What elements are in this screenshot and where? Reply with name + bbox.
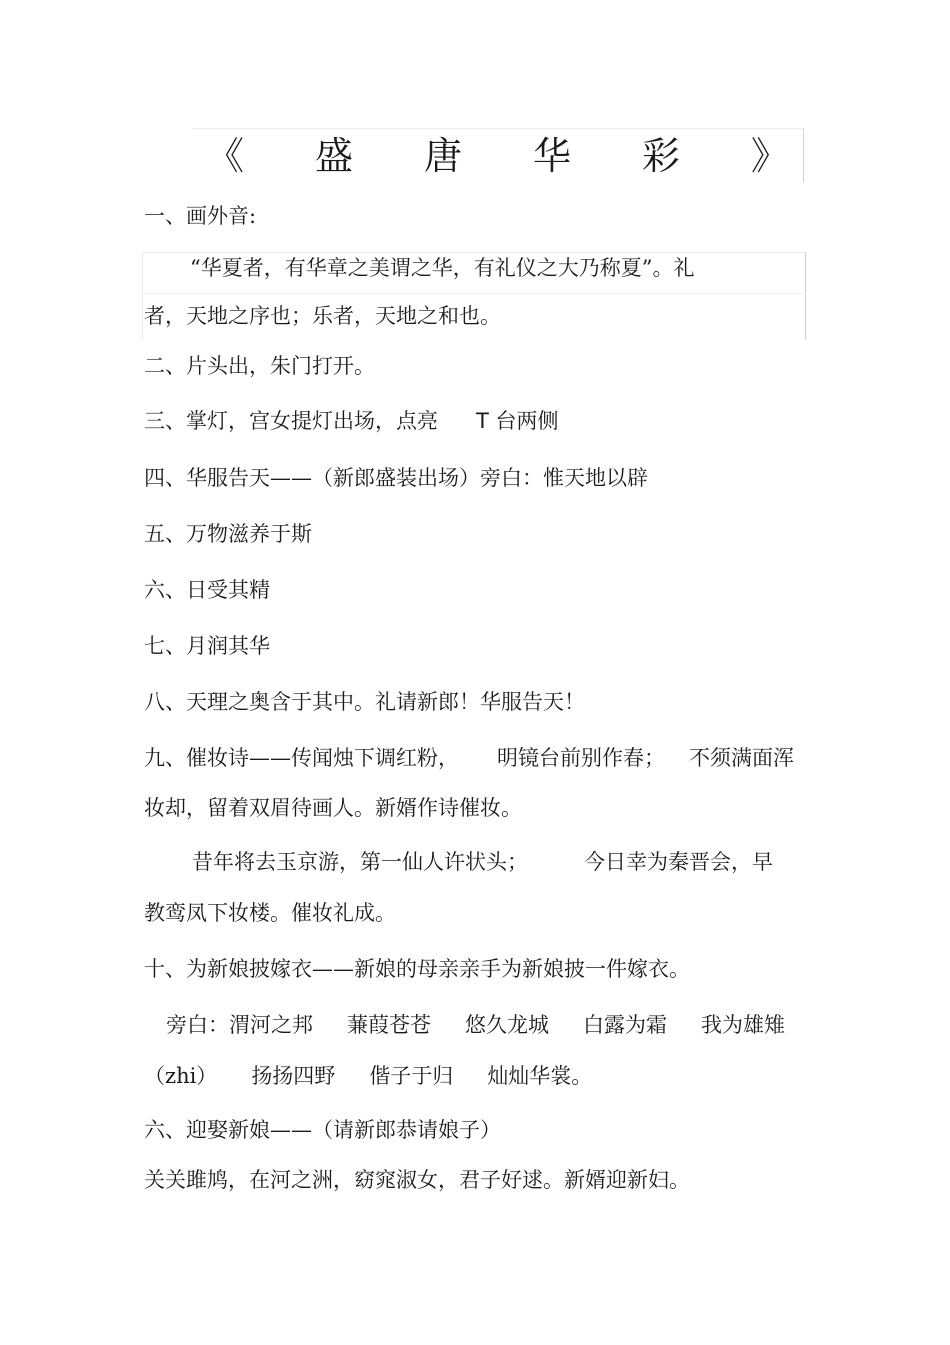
quote-box-divider	[142, 293, 806, 294]
lantern-text: 三、掌灯，宫女提灯出场，点亮	[144, 409, 438, 433]
section-opening: 二、片头出，朱门打开。	[144, 354, 375, 378]
section-guanju: 关关雎鸠，在河之洲，窈窕淑女，君子好逑。新婿迎新妇。	[144, 1168, 690, 1192]
narration-line-1	[166, 1010, 785, 1040]
narration-phrase: 蒹葭苍苍	[347, 1013, 431, 1037]
section-lantern	[144, 406, 559, 436]
title-char: 唐	[423, 133, 462, 178]
narration-pinyin: （zhi）	[144, 1064, 218, 1088]
poem-verse-2	[192, 847, 773, 877]
narration-phrase: 悠久龙城	[465, 1013, 549, 1037]
section-heaven: 八、天理之奥含于其中。礼请新郎！华服告天！	[144, 690, 585, 714]
poem-line-g: 教鸾凤下妆楼。催妆礼成。	[144, 901, 396, 925]
title-close-bracket: 》	[750, 133, 789, 178]
title-char: 华	[532, 133, 571, 178]
quote-line-2: 者，天地之序也；乐者，天地之和也。	[144, 304, 501, 328]
narration-phrase: 灿灿华裳。	[487, 1064, 593, 1088]
narration-phrase: 旁白：渭河之邦	[166, 1013, 313, 1037]
section-voiceover: 一、画外音:	[144, 204, 257, 228]
title-char: 彩	[641, 133, 680, 178]
quote-line-1: “华夏者，有华章之美谓之华，有礼仪之大乃称夏”。礼	[190, 256, 695, 280]
section-poem	[144, 743, 794, 773]
section-groom-entrance: 四、华服告天——（新郎盛装出场）旁白：惟天地以辟	[144, 466, 648, 490]
narration-phrase: 我为雄雉	[701, 1013, 785, 1037]
narration-phrase: 偕子于归	[369, 1064, 454, 1088]
section-wedding-dress: 十、为新娘披嫁衣——新娘的母亲亲手为新娘披一件嫁衣。	[144, 957, 690, 981]
poem-line-c: 不须满面浑	[689, 746, 794, 770]
lantern-stage-text: T 台两侧	[476, 409, 559, 433]
poem-line-a: 九、催妆诗——传闻烛下调红粉，	[144, 746, 459, 770]
poem-line-e: 昔年将去玉京游，第一仙人许状头；	[192, 850, 528, 874]
poem-line-f: 今日幸为秦晋会，早	[584, 850, 773, 874]
section-welcome-bride: 六、迎娶新娘——（请新郎恭请娘子）	[144, 1118, 501, 1142]
poem-line-d: 妆却，留着双眉待画人。新婿作诗催妆。	[144, 796, 522, 820]
title-char: 盛	[314, 133, 353, 178]
narration-phrase: 扬扬四野	[251, 1064, 336, 1088]
narration-line-2	[144, 1061, 592, 1091]
section-moon: 七、月润其华	[144, 634, 270, 658]
section-nourish: 五、万物滋养于斯	[144, 522, 312, 546]
document-title	[192, 128, 804, 182]
title-open-bracket: 《	[206, 133, 245, 178]
section-sun: 六、日受其精	[144, 578, 270, 602]
poem-line-b: 明镜台前别作春；	[497, 746, 665, 770]
narration-phrase: 白露为霜	[583, 1013, 667, 1037]
